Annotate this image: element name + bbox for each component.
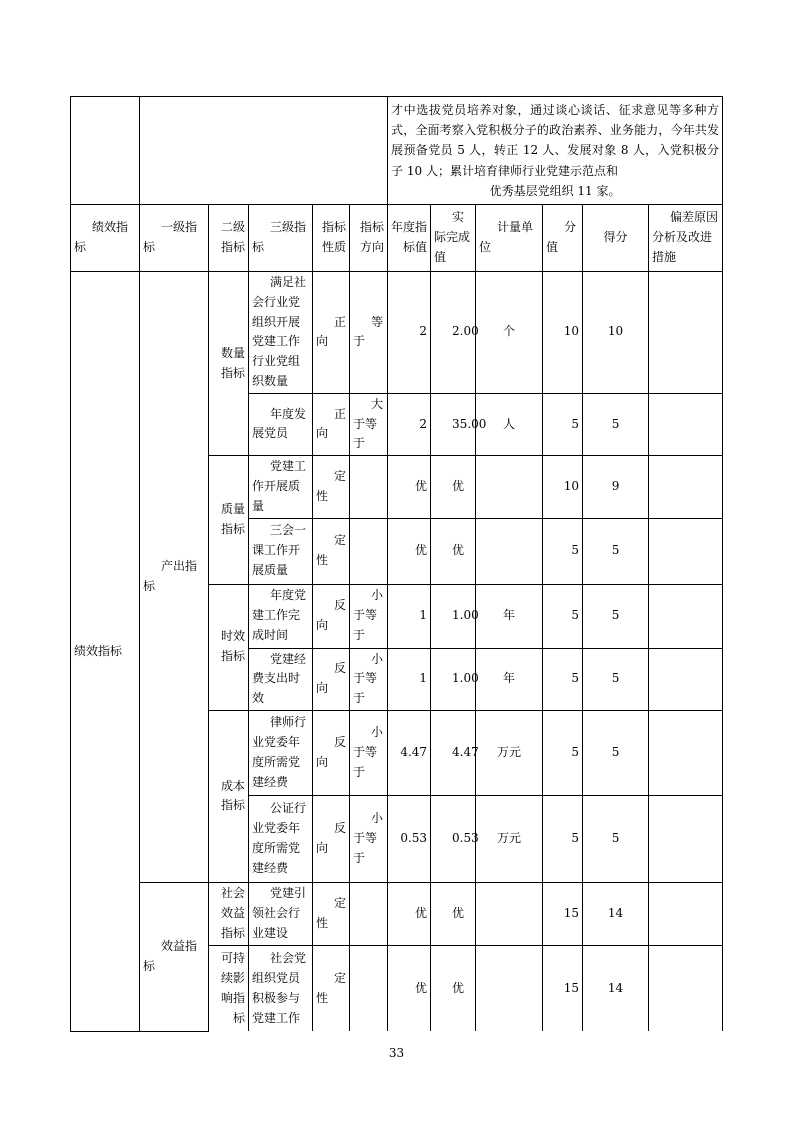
row-unit: 年 [476, 584, 543, 648]
row-name: 三会一课工作开展质量 [249, 518, 313, 584]
timeliness-indicator-cell: 时效指标 [209, 584, 249, 710]
row-deviation [649, 945, 723, 1031]
row-target: 优 [388, 518, 431, 584]
header-nature: 指标性质 [313, 205, 350, 272]
perf-indicator-cell: 绩效指标 [71, 272, 140, 1032]
row-direction [350, 945, 388, 1031]
sustainable-indicator-cell: 可持续影响指标 [209, 945, 249, 1031]
header-level3: 三级指标 [249, 205, 313, 272]
row-unit: 年 [476, 648, 543, 710]
row-name: 公证行业党委年度所需党建经费 [249, 795, 313, 882]
row-score: 5 [583, 795, 649, 882]
row-unit: 人 [476, 393, 543, 455]
intro-empty-cell-1 [71, 97, 140, 205]
row-name: 党建经费支出时效 [249, 648, 313, 710]
row-deviation [649, 584, 723, 648]
row-direction [350, 518, 388, 584]
row-score: 5 [583, 648, 649, 710]
row-direction: 小于等于 [350, 710, 388, 795]
row-score: 10 [583, 272, 649, 394]
row-unit: 万元 [476, 710, 543, 795]
row-actual: 优 [431, 456, 476, 518]
row-name: 党建工作开展质量 [249, 456, 313, 518]
row-name: 满足社会行业党组织开展党建工作行业党组织数量 [249, 272, 313, 394]
row-name: 年度发展党员 [249, 393, 313, 455]
row-target: 1 [388, 648, 431, 710]
row-target: 0.53 [388, 795, 431, 882]
row-value: 5 [543, 584, 583, 648]
row-target: 优 [388, 882, 431, 945]
row-name: 律师行业党委年度所需党建经费 [249, 710, 313, 795]
row-score: 14 [583, 882, 649, 945]
row-direction: 小于等于 [350, 648, 388, 710]
row-direction [350, 456, 388, 518]
intro-text-last-line: 优秀基层党组织 11 家。 [489, 184, 621, 199]
row-unit [476, 518, 543, 584]
row-deviation [649, 648, 723, 710]
header-unit: 计量单位 [476, 205, 543, 272]
quality-indicator-cell: 质量指标 [209, 456, 249, 584]
row-value: 15 [543, 882, 583, 945]
row-actual: 1.00 [431, 584, 476, 648]
row-score: 5 [583, 710, 649, 795]
table-row [71, 272, 723, 394]
header-row [71, 205, 723, 272]
row-name: 社会党组织党员积极参与党建工作 [249, 945, 313, 1031]
social-benefit-indicator-cell: 社会效益指标 [209, 882, 249, 945]
row-value: 5 [543, 393, 583, 455]
row-actual: 2.00 [431, 272, 476, 394]
row-actual: 35.00 [431, 393, 476, 455]
row-value: 5 [543, 795, 583, 882]
row-unit [476, 945, 543, 1031]
row-actual: 优 [431, 945, 476, 1031]
row-direction: 大于等于 [350, 393, 388, 455]
row-deviation [649, 393, 723, 455]
row-name: 党建引领社会行业建设 [249, 882, 313, 945]
row-deviation [649, 710, 723, 795]
row-unit [476, 882, 543, 945]
output-indicator-cell: 产出指标 [140, 272, 209, 883]
row-nature: 反向 [313, 584, 350, 648]
page-number: 33 [388, 1046, 405, 1060]
row-actual: 1.00 [431, 648, 476, 710]
header-score: 得分 [583, 205, 649, 272]
quantity-indicator-cell: 数量指标 [209, 272, 249, 456]
header-direction: 指标方向 [350, 205, 388, 272]
row-score: 14 [583, 945, 649, 1031]
header-actual: 实际完成值 [431, 205, 476, 272]
row-target: 优 [388, 945, 431, 1031]
row-score: 5 [583, 584, 649, 648]
row-actual: 优 [431, 882, 476, 945]
row-direction: 小于等于 [350, 584, 388, 648]
row-unit: 万元 [476, 795, 543, 882]
row-value: 5 [543, 648, 583, 710]
header-score-value: 分值 [543, 205, 583, 272]
row-target: 2 [388, 272, 431, 394]
row-unit [476, 456, 543, 518]
row-nature: 反向 [313, 795, 350, 882]
intro-row [71, 97, 723, 205]
row-nature: 正向 [313, 272, 350, 394]
row-unit: 个 [476, 272, 543, 394]
intro-text-cell [388, 97, 723, 205]
row-nature: 定性 [313, 518, 350, 584]
row-score: 9 [583, 456, 649, 518]
benefit-indicator-cell: 效益指标 [140, 882, 209, 1031]
row-nature: 定性 [313, 882, 350, 945]
row-target: 2 [388, 393, 431, 455]
row-nature: 正向 [313, 393, 350, 455]
row-value: 10 [543, 272, 583, 394]
header-level2: 二级指标 [209, 205, 249, 272]
row-nature: 反向 [313, 710, 350, 795]
row-target: 1 [388, 584, 431, 648]
header-perf-indicator: 绩效指标 [71, 205, 140, 272]
cost-indicator-cell: 成本指标 [209, 710, 249, 882]
header-deviation: 偏差原因分析及改进措施 [649, 205, 723, 272]
performance-table [70, 96, 723, 1032]
row-nature: 定性 [313, 945, 350, 1031]
row-direction: 等于 [350, 272, 388, 394]
row-deviation [649, 518, 723, 584]
row-nature: 反向 [313, 648, 350, 710]
row-score: 5 [583, 518, 649, 584]
row-deviation [649, 456, 723, 518]
row-target: 4.47 [388, 710, 431, 795]
row-actual: 4.47 [431, 710, 476, 795]
row-direction [350, 882, 388, 945]
row-nature: 定性 [313, 456, 350, 518]
row-direction: 小于等于 [350, 795, 388, 882]
header-annual-target: 年度指标值 [388, 205, 431, 272]
row-deviation [649, 795, 723, 882]
row-actual: 0.53 [431, 795, 476, 882]
intro-empty-cell-2 [140, 97, 388, 205]
row-actual: 优 [431, 518, 476, 584]
row-deviation [649, 882, 723, 945]
row-target: 优 [388, 456, 431, 518]
row-value: 10 [543, 456, 583, 518]
row-deviation [649, 272, 723, 394]
table-row [71, 882, 723, 945]
row-value: 15 [543, 945, 583, 1031]
intro-text-body: 才中选拔党员培养对象，通过谈心谈话、征求意见等多种方式，全面考察入党积极分子的政治素养、业务能力，今年共发展预备党员 5 人，转正 12 人、发展对象 8 人，入党积极分子 10 人；累计培育律师行业党建示范点和 [391, 102, 720, 178]
row-name: 年度党建工作完成时间 [249, 584, 313, 648]
header-level1: 一级指标 [140, 205, 209, 272]
row-value: 5 [543, 710, 583, 795]
row-score: 5 [583, 393, 649, 455]
row-value: 5 [543, 518, 583, 584]
